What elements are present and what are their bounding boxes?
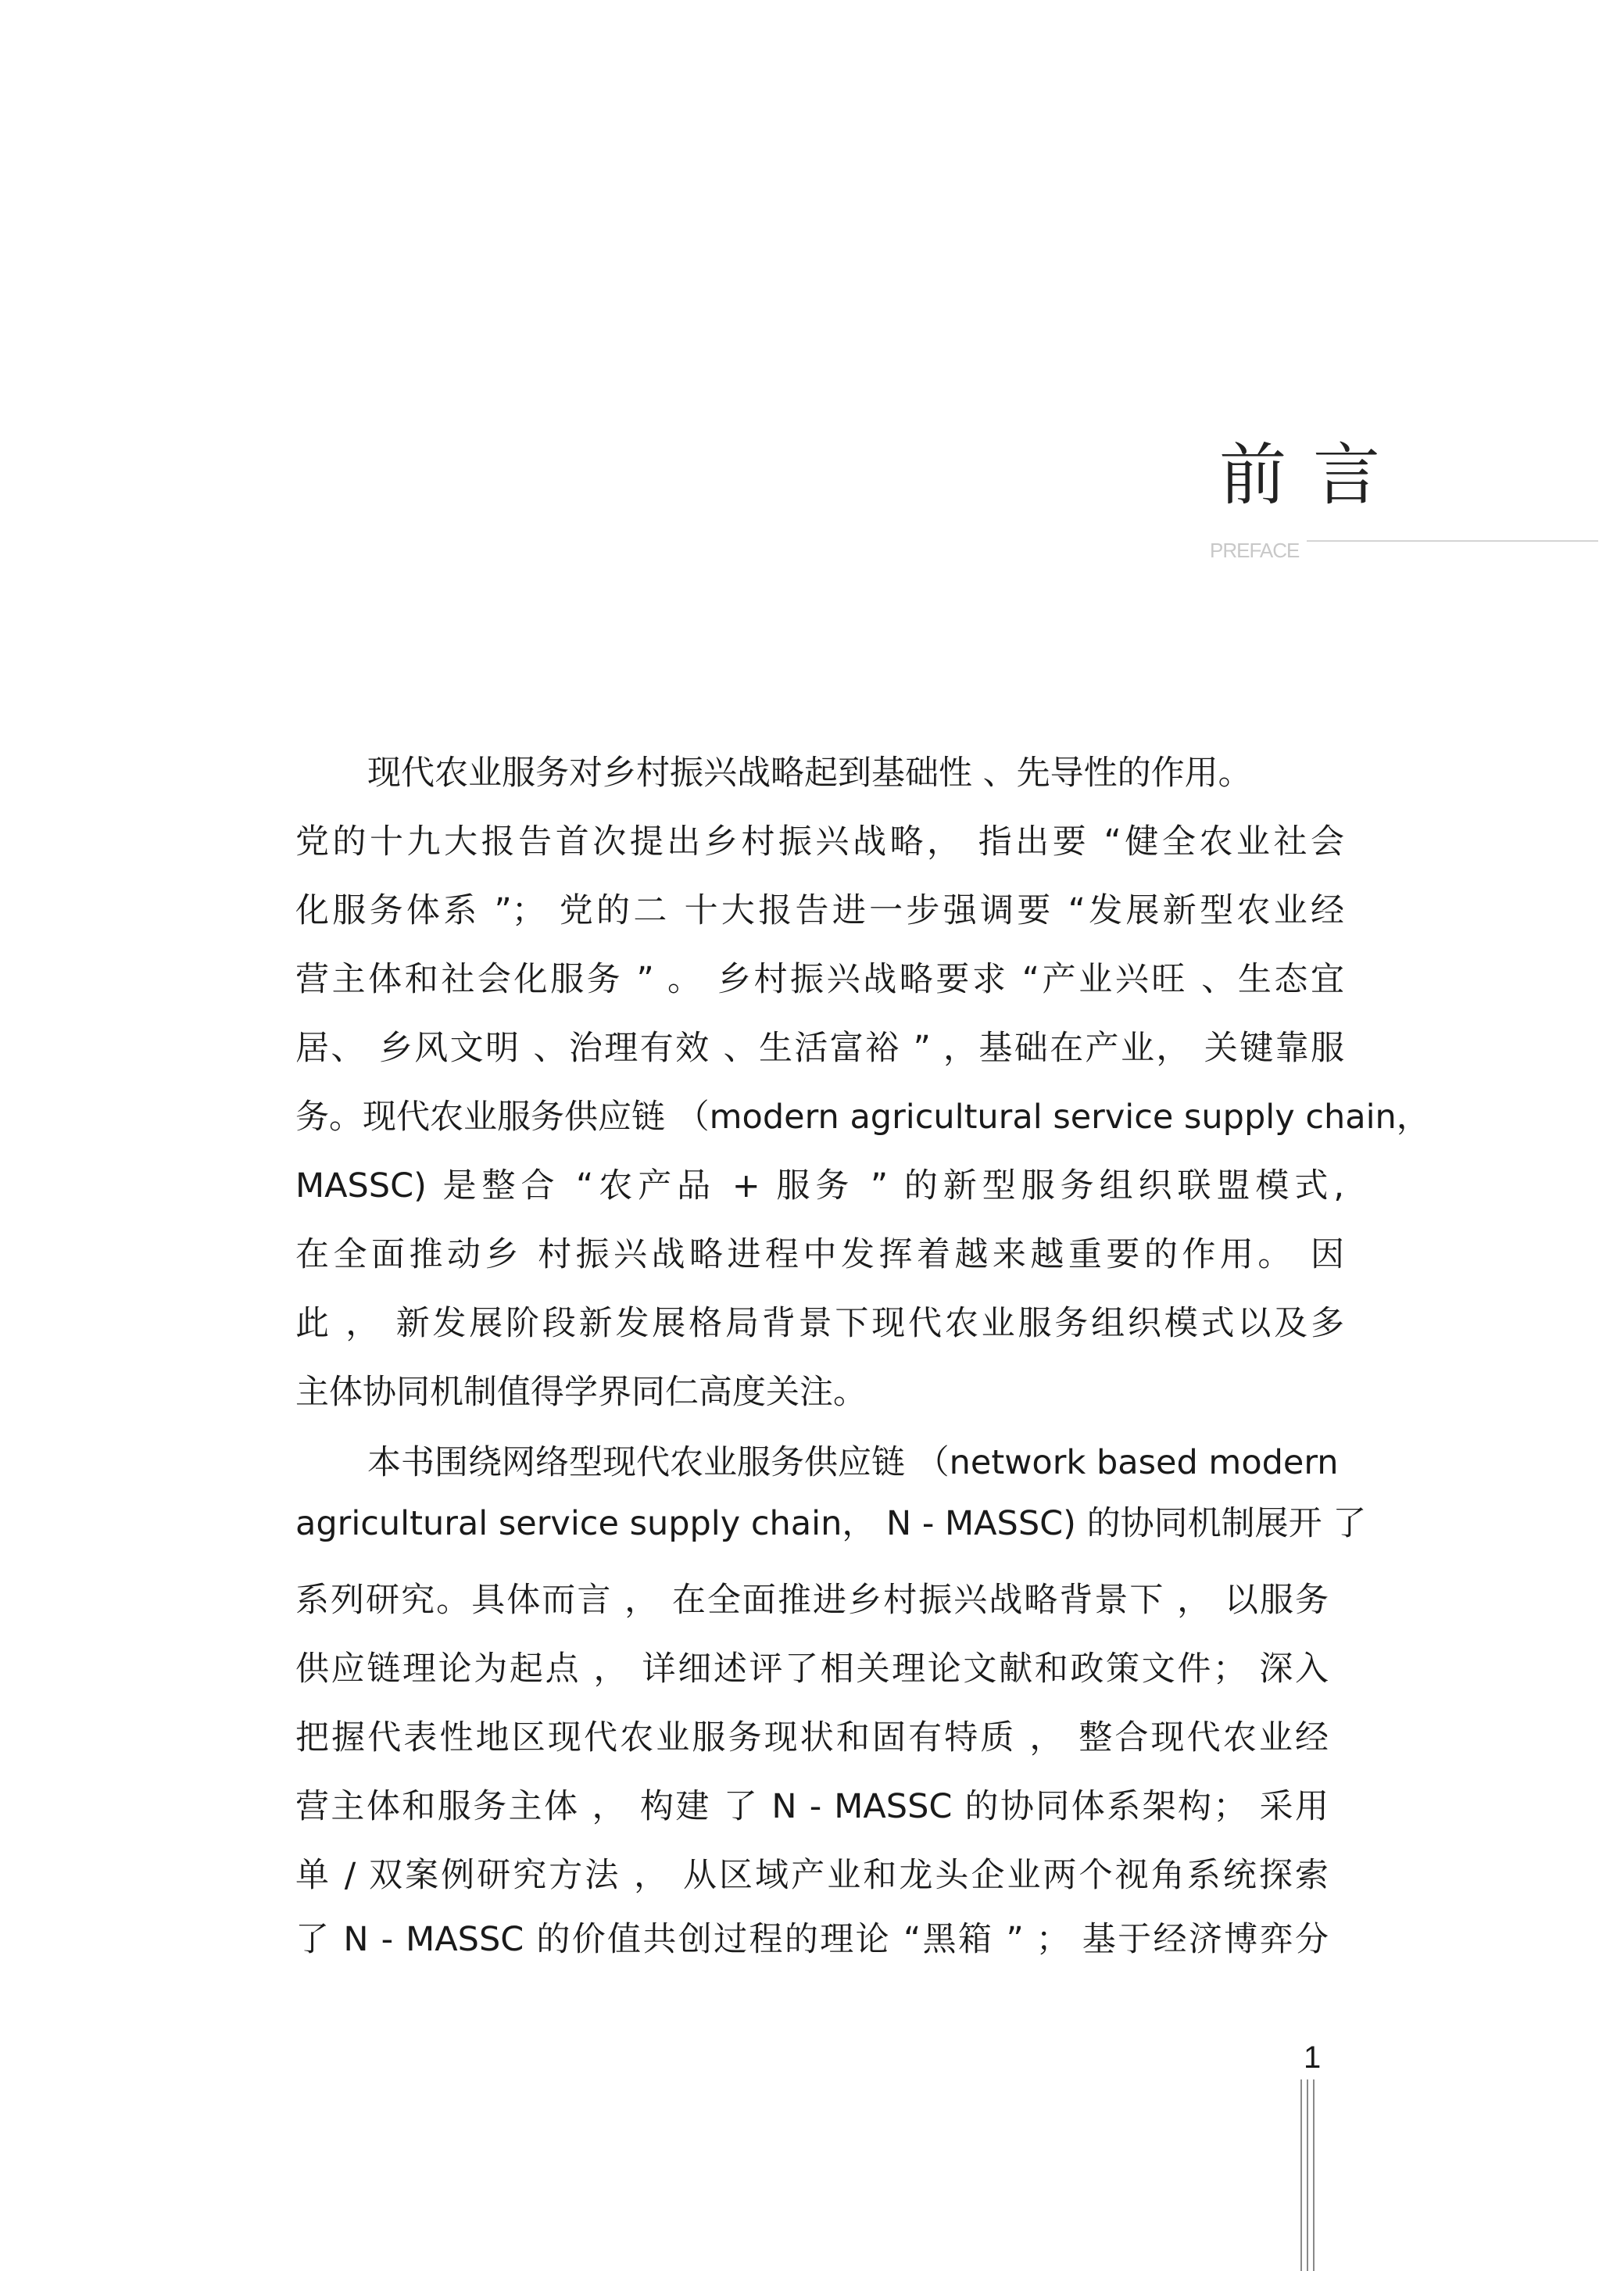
paragraph-line: 主体协同机制值得学界同仁高度关注。 bbox=[295, 1373, 867, 1412]
page-number: 1 bbox=[1304, 2040, 1322, 2075]
paragraph-line: 供应链理论为起点 ， 详细述评了相关理论文献和政策文件； 深入 bbox=[295, 1650, 1329, 1689]
paragraph-line: 营主体和社会化服务 ” 。 乡村振兴战略要求 “产业兴旺 、生态宜 bbox=[295, 960, 1344, 999]
paragraph-line: 营主体和服务主体 ， 构建 了 N - MASSC 的协同体系架构； 采用 bbox=[295, 1787, 1329, 1826]
margin-rule bbox=[1300, 2079, 1302, 2271]
paragraph-line: 了 N - MASSC 的价值共创过程的理论 “黑箱 ” ； 基于经济博弈分 bbox=[295, 1920, 1329, 1959]
margin-rule bbox=[1307, 2079, 1308, 2271]
paragraph-line: 化服务体系 ”； 党的二 十大报告进一步强调要 “发展新型农业经 bbox=[295, 891, 1344, 930]
paragraph-line: 系列研究。具体而言 ， 在全面推进乡村振兴战略背景下 ， 以服务 bbox=[295, 1581, 1329, 1620]
margin-rule bbox=[1313, 2079, 1315, 2271]
title-divider bbox=[1307, 540, 1598, 542]
paragraph-line: MASSC) 是整合 “农产品 + 服务 ” 的新型服务组织联盟模式, bbox=[295, 1166, 1344, 1205]
paragraph-line: agricultural service supply chain， N - MASSC) 的协同机制展开 了 bbox=[295, 1504, 1367, 1543]
paragraph-line: 务。现代农业服务供应链 （modern agricultural service supply chain， bbox=[295, 1098, 1430, 1137]
paragraph-line: 党的十九大报告首次提出乡村振兴战略， 指出要 “健全农业社会 bbox=[295, 822, 1344, 861]
page-subtitle: PREFACE bbox=[1210, 539, 1300, 562]
paragraph-line: 在全面推动乡 村振兴战略进程中发挥着越来越重要的作用。 因 bbox=[295, 1235, 1344, 1274]
paragraph-line: 本书围绕网络型现代农业服务供应链 （network based modern bbox=[367, 1443, 1339, 1482]
paragraph-line: 此 ， 新发展阶段新发展格局背景下现代农业服务组织模式以及多 bbox=[295, 1304, 1344, 1343]
paragraph-line: 现代农业服务对乡村振兴战略起到基础性 、先导性的作用。 bbox=[367, 754, 1252, 793]
paragraph-line: 居、 乡风文明 、治理有效 、生活富裕 ” ，基础在产业， 关键靠服 bbox=[295, 1029, 1344, 1068]
paragraph-line: 单 / 双案例研究方法 ， 从区域产业和龙头企业两个视角系统探索 bbox=[295, 1856, 1329, 1895]
page-title: 前言 bbox=[1219, 436, 1407, 514]
paragraph-line: 把握代表性地区现代农业服务现状和固有特质 ， 整合现代农业经 bbox=[295, 1718, 1329, 1757]
